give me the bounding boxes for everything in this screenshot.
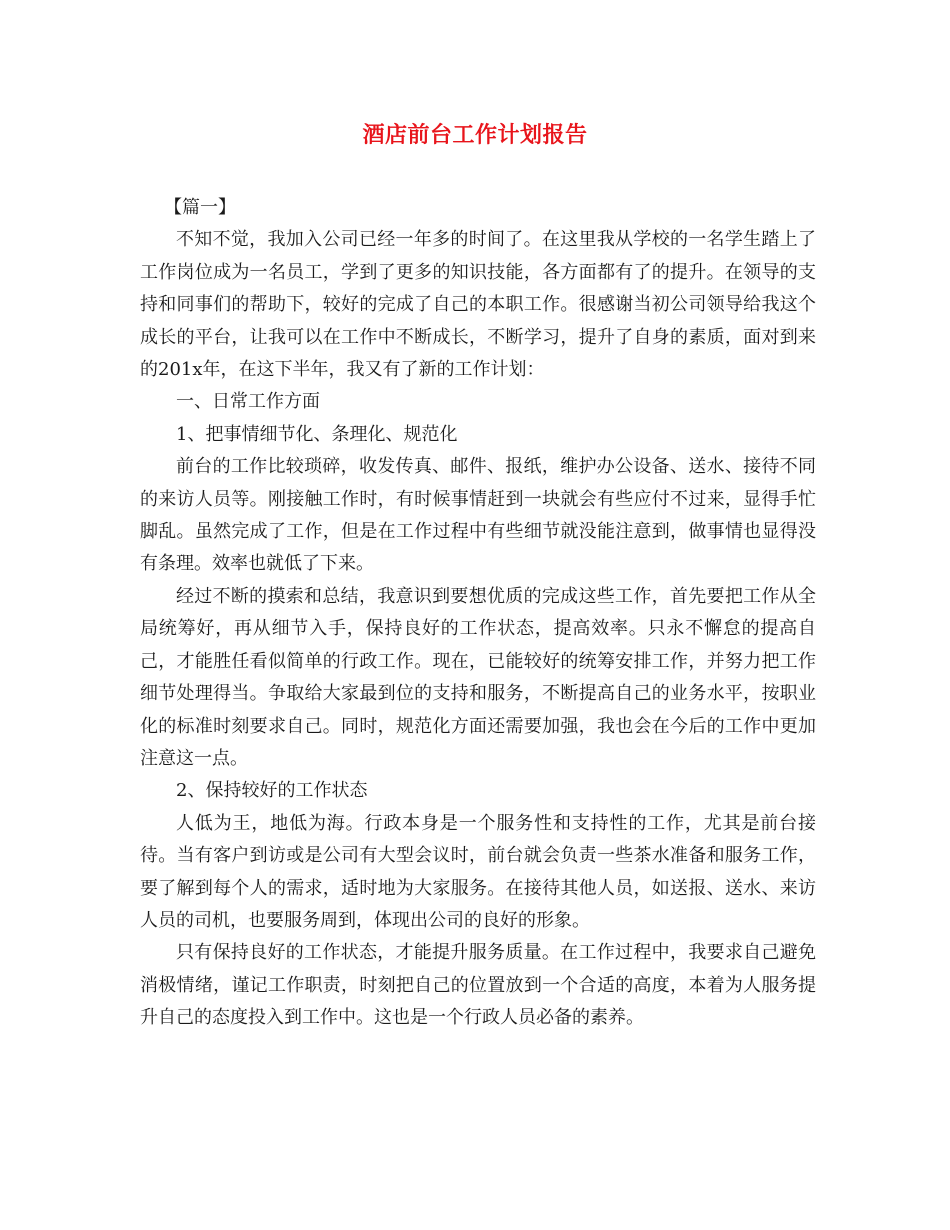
document-body <box>140 192 816 1035</box>
section-mark: 【篇一】 <box>164 197 236 218</box>
paragraph-service-quality: 只有保持良好的工作状态，才能提升服务质量。在工作过程中，我要求自己避免消极情绪，谨记工作职责，时刻把自己的位置放到一个合适的高度，本着为人服务提升自己的态度投入到工作中。这也是一个行政人员必备的素养。 <box>140 942 816 1029</box>
paragraph-improvement: 经过不断的摸索和总结，我意识到要想优质的完成这些工作，首先要把工作从全局统筹好，再从细节入手，保持良好的工作状态，提高效率。只永不懈怠的提高自己，才能胜任看似简单的行政工作。现在，已能较好的统筹安排工作，并努力把工作细节处理得当。争取给大家最到位的支持和服务，不断提高自己的业务水平，按职业化的标准时刻要求自己。同时，规范化方面还需要加强，我也会在今后的工作中更加注意这一点。 <box>140 585 816 769</box>
document-title: 酒店前台工作计划报告 <box>362 122 588 148</box>
paragraph-front-desk-duties: 前台的工作比较琐碎，收发传真、邮件、报纸，维护办公设备、送水、接待不同的来访人员等。刚接触工作时，有时候事情赶到一块就会有些应付不过来，显得手忙脚乱。虽然完成了工作，但是在工作过程中有些细节就没能注意到，做事情也显得没有条理。效率也就低了下来。 <box>140 456 816 575</box>
subheading-detail-orderly: 1、把事情细节化、条理化、规范化 <box>176 423 458 445</box>
subheading-work-state: 2、保持较好的工作状态 <box>176 780 368 802</box>
heading-daily-work: 一、日常工作方面 <box>176 391 320 413</box>
paragraph-intro: 不知不觉，我加入公司已经一年多的时间了。在这里我从学校的一名学生踏上了工作岗位成为一名员工，学到了更多的知识技能，各方面都有了的提升。在领导的支持和同事们的帮助下，较好的完成了自己的本职工作。很感谢当初公司领导给我这个成长的平台，让我可以在工作中不断成长，不断学习，提升了自身的素质，面对到来的201x年，在这下半年，我又有了新的工作计划： <box>140 229 816 381</box>
paragraph-service: 人低为王，地低为海。行政本身是一个服务性和支持性的工作，尤其是前台接待。当有客户到访或是公司有大型会议时，前台就会负责一些茶水准备和服务工作，要了解到每个人的需求，适时地为大家服务。在接待其他人员，如送报、送水、来访人员的司机，也要服务周到，体现出公司的良好的形象。 <box>140 812 816 931</box>
